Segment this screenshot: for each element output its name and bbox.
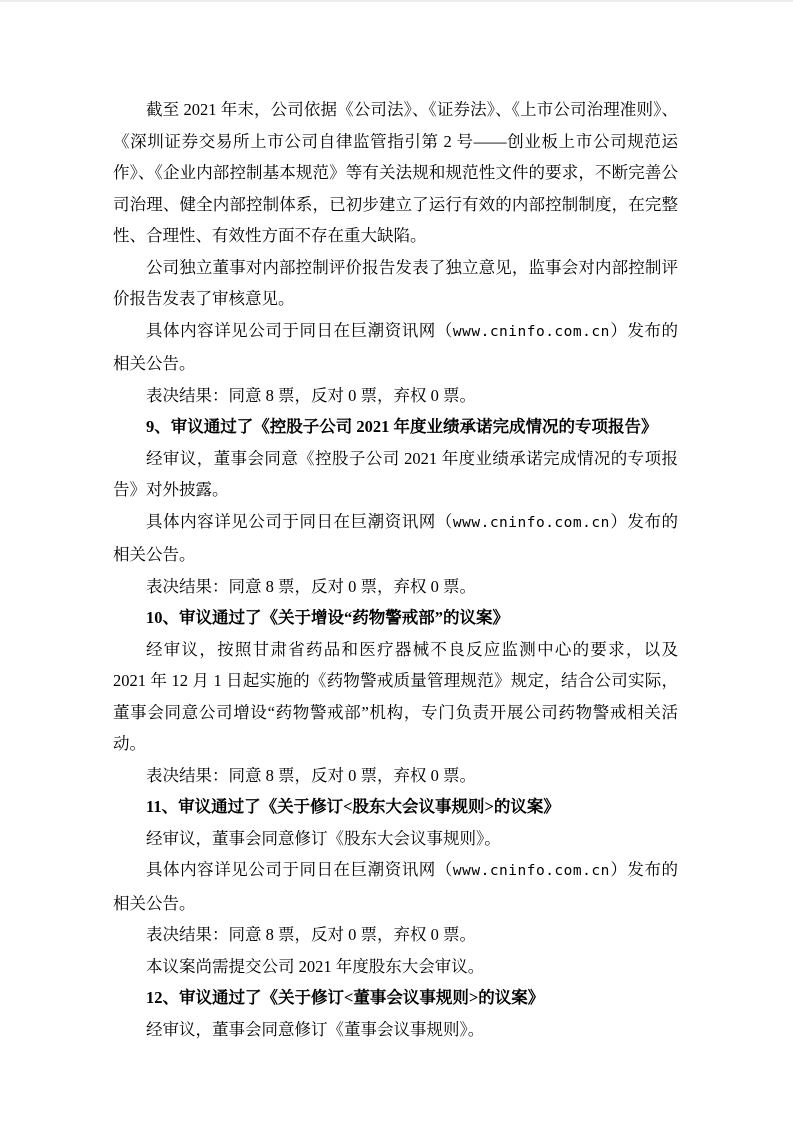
body-paragraph bbox=[113, 506, 678, 571]
text-run: 具体内容详见公司于同日在巨潮资讯网（ bbox=[146, 320, 453, 340]
body-paragraph bbox=[113, 571, 678, 603]
section-heading bbox=[113, 602, 678, 634]
text-run: 截至 2021 年末，公司依据《公司法》、《证券法》、《上市公司治理准则》、《深圳证券交易所上市公司自律监管指引第 2 号——创业板上市公司规范运作》、《企业内部控制基本规范》等有关法规和规范性文件的要求，不断完善公司治理、健全内部控制体系，已初步建立了运行有效的内部控制制度，在完整性、合理性、有效性方面不存在重大缺陷。 bbox=[113, 100, 678, 245]
text-run: 具体内容详见公司于同日在巨潮资讯网（ bbox=[146, 511, 453, 531]
section-heading bbox=[113, 411, 678, 443]
text-run: 表决结果：同意 8 票，反对 0 票，弃权 0 票。 bbox=[146, 925, 476, 944]
text-run: 经审议，董事会同意《控股子公司 2021 年度业绩承诺完成情况的专项报告》对外披露。 bbox=[113, 448, 678, 499]
website-url: www.cninfo.com.cn bbox=[452, 323, 610, 340]
text-run: 表决结果：同意 8 票，反对 0 票，弃权 0 票。 bbox=[146, 765, 476, 785]
text-run: ）发布的相关公告。 bbox=[113, 860, 679, 913]
text-run: 本议案尚需提交公司 2021 年度股东大会审议。 bbox=[146, 956, 485, 976]
body-paragraph bbox=[113, 760, 678, 792]
text-run: 经审议，按照甘肃省药品和医疗器械不良反应监测中心的要求，以及 2021 年 12 月 1 日起实施的《药物警戒质量管理规范》规定，结合公司实际，董事会同意公司增设“药物警戒部”机构，专门负责开展公司药物警戒相关活动。 bbox=[113, 639, 678, 753]
website-url: www.cninfo.com.cn bbox=[452, 514, 610, 531]
body-paragraph bbox=[113, 919, 678, 951]
body-paragraph bbox=[113, 252, 678, 315]
body-paragraph bbox=[113, 94, 678, 252]
text-run: 表决结果：同意 8 票，反对 0 票，弃权 0 票。 bbox=[146, 576, 476, 596]
document-body bbox=[113, 94, 678, 1045]
website-url: www.cninfo.com.cn bbox=[452, 863, 610, 879]
body-paragraph bbox=[113, 823, 678, 855]
body-paragraph bbox=[113, 315, 678, 380]
section-heading bbox=[113, 791, 678, 823]
text-run: 11、审议通过了《关于修订<股东大会议事规则>的议案》 bbox=[146, 797, 560, 816]
text-run: 公司独立董事对内部控制评价报告发表了独立意见，监事会对内部控制评价报告发表了审核意见。 bbox=[113, 257, 678, 308]
text-run: 12、审议通过了《关于修订<董事会议事规则>的议案》 bbox=[146, 988, 545, 1007]
section-heading bbox=[113, 982, 678, 1014]
text-run: 表决结果：同意 8 票，反对 0 票，弃权 0 票。 bbox=[146, 385, 476, 405]
text-run: 具体内容详见公司于同日在巨潮资讯网（ bbox=[146, 860, 453, 879]
body-paragraph bbox=[113, 1014, 678, 1046]
body-paragraph bbox=[113, 951, 678, 983]
text-run: ）发布的相关公告。 bbox=[113, 320, 679, 373]
body-paragraph bbox=[113, 380, 678, 412]
text-run: 9、审议通过了《控股子公司 2021 年度业绩承诺完成情况的专项报告》 bbox=[146, 417, 658, 436]
body-paragraph bbox=[113, 634, 678, 760]
body-paragraph bbox=[113, 443, 678, 506]
text-run: 经审议，董事会同意修订《董事会议事规则》。 bbox=[146, 1019, 485, 1039]
text-run: ）发布的相关公告。 bbox=[113, 511, 679, 564]
body-paragraph bbox=[113, 854, 678, 919]
text-run: 经审议，董事会同意修订《股东大会议事规则》。 bbox=[146, 828, 501, 848]
text-run: 10、审议通过了《关于增设“药物警戒部”的议案》 bbox=[146, 608, 509, 627]
